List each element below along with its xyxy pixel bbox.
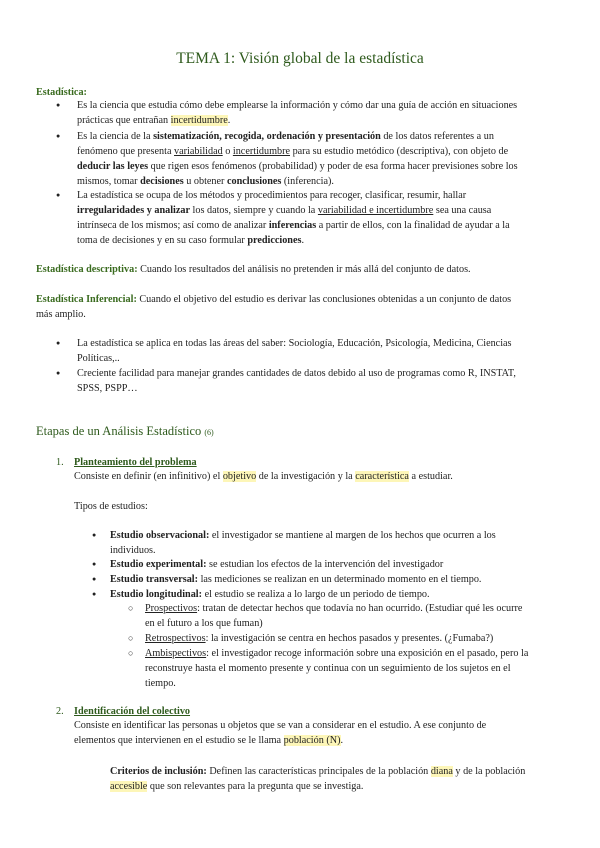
tipo-transversal: Estudio transversal: las mediciones se realizan en un determinado momento en el tiempo. xyxy=(110,574,482,585)
section-1-text: Consiste en definir (en infinitivo) el objetivo de la investigación y la característica a estudiar. xyxy=(74,471,453,482)
bullet-icon xyxy=(56,336,60,352)
bullet-icon xyxy=(56,188,60,204)
bullet-icon xyxy=(56,98,60,114)
estadistica-label: Estadística: xyxy=(36,87,87,98)
section-1-title: Planteamiento del problema xyxy=(74,457,197,468)
bullet-item-1: Es la ciencia que estudia cómo debe emplearse la información y cómo dar una guía de acción en situaciones prácticas que entrañan incertidumbre. xyxy=(77,100,518,126)
tipo-longitudinal: Estudio longitudinal: el estudio se realiza a lo largo de un periodo de tiempo. xyxy=(110,589,430,600)
sub-retrospectivos: Retrospectivos: la investigación se centra en hechos pasados y presentes. (¿Fumaba?) xyxy=(145,633,494,644)
sub-prospectivos: Prospectivos: tratan de detectar hechos que todavía no han ocurrido. (Estudiar qué les ocurre en el futuro a los que fuman) xyxy=(145,603,523,629)
page-title: TEMA 1: Visión global de la estadística xyxy=(176,50,424,67)
bullet-item-4: La estadística se aplica en todas las áreas del saber: Sociología, Educación, Psicología, Medicina, Ciencias Políticas,.. xyxy=(77,338,512,364)
section-2-text: Consiste en identificar las personas u objetos que se van a considerar en el estudio. A ese conjunto de elementos que intervienen en el estudio se le llama población (N). xyxy=(74,720,487,746)
circle-bullet-icon xyxy=(128,601,133,616)
section-2-title: Identificación del colectivo xyxy=(74,706,191,717)
tipo-observacional: Estudio observacional: el investigador se mantiene al margen de los hechos que ocurren a los individuos. xyxy=(110,530,496,556)
bullet-icon xyxy=(56,129,60,145)
criterios-inclusion: Criterios de inclusión: Definen las características principales de la población diana y de la población accesible que son relevantes para la pregunta que se investiga. xyxy=(110,766,526,792)
circle-bullet-icon xyxy=(128,646,133,661)
bullet-icon xyxy=(92,528,96,544)
bullet-icon xyxy=(92,557,96,573)
section-1-number: 1. xyxy=(56,457,64,468)
bullet-item-2: Es la ciencia de la sistematización, recogida, ordenación y presentación de los datos referentes a un fenómeno que presenta variabilidad o incertidumbre para su estudio metódico (descriptiva), con objeto de deducir las leyes que rigen esos fenómenos (probabilidad) y poder de esa forma hacer previsiones sobre los mismos, tomar decisiones u obtener conclusiones (inferencia). xyxy=(77,131,518,187)
bullet-item-3: La estadística se ocupa de los métodos y procedimientos para recoger, clasificar, resumir, hallar irregularidades y analizar los datos, siempre y cuando la variabilidad e incertidumbre sea una causa intrínseca de los mismos; así como de analizar inferencias a partir de ellos, con la finalidad de ayudar a la toma de decisiones y en su caso formular predicciones. xyxy=(77,190,510,246)
section-2-number: 2. xyxy=(56,706,64,717)
inferencial-paragraph: Estadística Inferencial: Cuando el objetivo del estudio es derivar las conclusiones obtenidas a un conjunto de datos más amplio. xyxy=(36,294,512,320)
tipos-label: Tipos de estudios: xyxy=(74,501,148,512)
bullet-item-5: Creciente facilidad para manejar grandes cantidades de datos debido al uso de programas como R, INSTAT, SPSS, PSPP… xyxy=(77,368,516,394)
tipo-experimental: Estudio experimental: se estudian los efectos de la intervención del investigador xyxy=(110,559,444,570)
descriptiva-paragraph: Estadística descriptiva: Cuando los resultados del análisis no pretenden ir más allá del conjunto de datos. xyxy=(36,264,471,275)
sub-ambispectivos: Ambispectivos: el investigador recoge información sobre una exposición en el pasado, pero la reconstruye hasta el momento presente y continua con un seguimiento de los sujetos en el tiempo. xyxy=(145,648,529,689)
bullet-icon xyxy=(56,366,60,382)
bullet-icon xyxy=(92,587,96,603)
circle-bullet-icon xyxy=(128,631,133,646)
bullet-icon xyxy=(92,572,96,588)
etapas-heading: Etapas de un Análisis Estadístico (6) xyxy=(36,424,214,438)
